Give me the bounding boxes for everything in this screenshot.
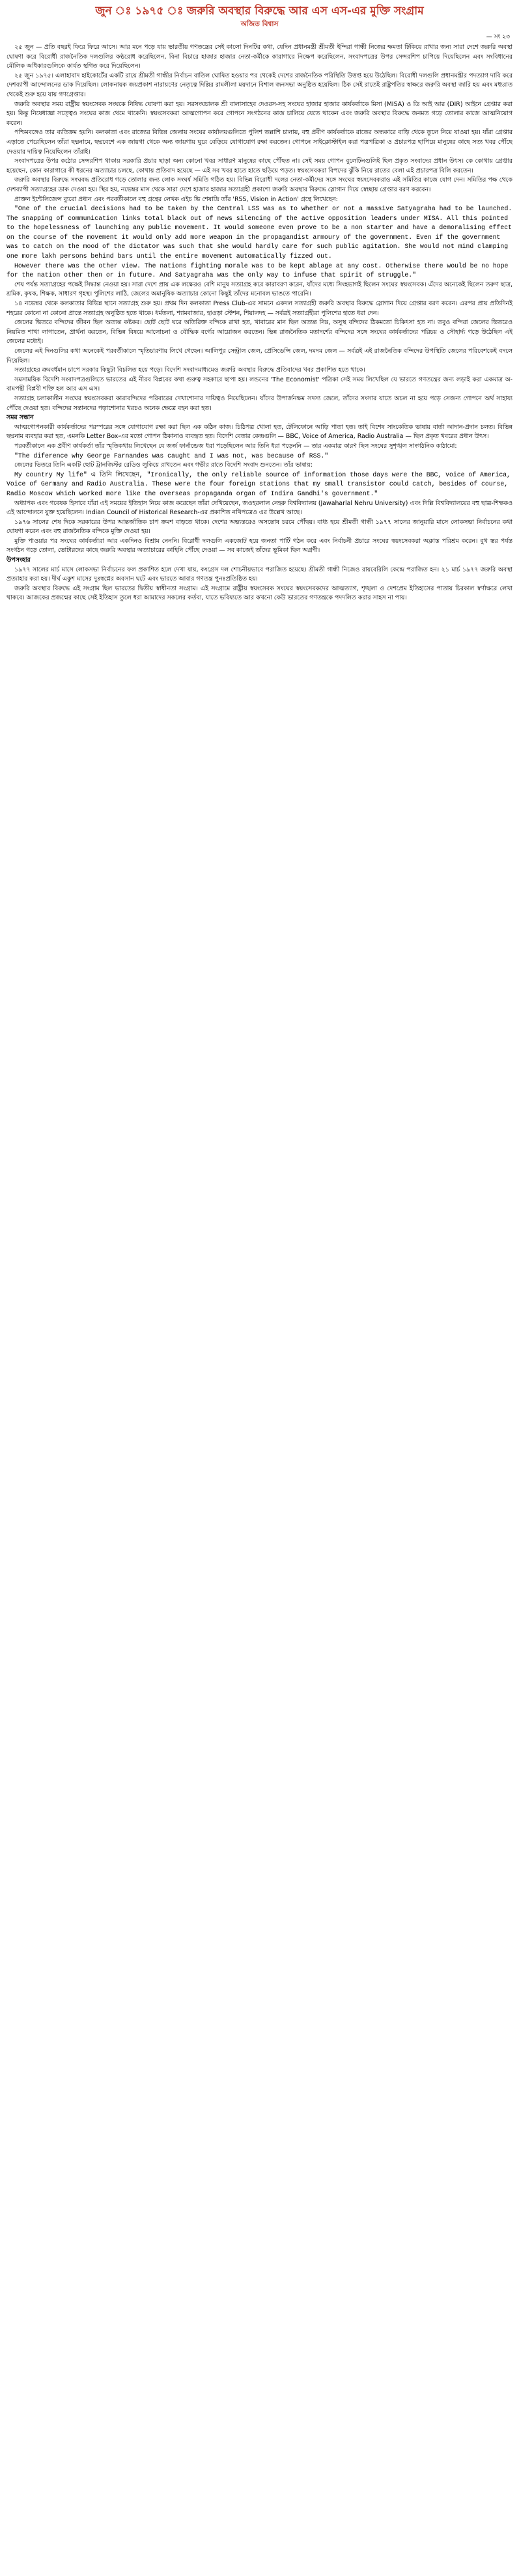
paragraph: জেলের এই দিনগুলির কথা অনেকেই পরবর্তীকালে স্মৃতিচারণায় লিখে গেছেন। আলিপুর সেন্ট্রাল জেল, প্রেসিডেন্সি জেল, দমদম জেল — সর্বত্রই এই রাজনৈতিক বন্দিদের উপস্থিতি জেলের পরিবেশকেই বদলে দিয়েছিল। <box>7 348 512 364</box>
paragraph: মুক্তি পাওয়ার পর সংঘের কার্যকর্তারা আর একদিনও বিশ্রাম নেননি। বিরোধী দলগুলি একজোট হয়ে জনতা পার্টি গঠন করে এবং নির্বাচনী প্রচারে সংঘের স্বয়ংসেবকরা অক্লান্ত পরিশ্রম করেন। বুথ স্তর পর্যন্ত সংগঠন গড়ে তোলা, ভোটারদের কাছে জরুরি অবস্থার অত্যাচারের কাহিনি পৌঁছে দেওয়া — সব কাজেই তাঁদের ভূমিকা ছিল অগ্রণী। <box>7 537 512 555</box>
paragraph: ২৫ জুন ১৯৭৫। এলাহাবাদ হাইকোর্টের একটি রায়ে শ্রীমতী গান্ধীর নির্বাচন বাতিল ঘোষিত হওয়ার পর থেকেই দেশের রাজনৈতিক পরিস্থিতি উত্তপ্ত হয়ে উঠেছিল। বিরোধী দলগুলি প্রধানমন্ত্রীর পদত্যাগ দাবি করে দেশব্যাপী আন্দোলনের ডাক দিয়েছিল। লোকনায়ক জয়প্রকাশ নারায়ণের নেতৃত্বে দিল্লির রামলীলা ময়দানে বিশাল জনসভা অনুষ্ঠিত হয়েছিল। ঠিক সেই রাতেই রাষ্ট্রপতির স্বাক্ষরে জরুরি অবস্থা জারি হয় এবং মধ্যরাত থেকেই শুরু হয়ে যায় গণগ্রেপ্তার। <box>7 72 512 98</box>
english-quote: "One of the crucial decisions had to be taken by the Central LSS was as to whether or not a massive Satyagraha had to be launched. The snapping of communication links total black out of news silencing of the active opposition leaders under MISA. All this pointed to the hopelessness of launching any public movement. It would someone even prove to be a non starter and have a demoralising effect on the course of the movement it would only add more weapon in the propagandist armoury of the government. Even if the government was to catch on the mood of the dictator was such that she would hardly care for such public agitation. She would not mind clamping one more lakh persons behind bars until the entire movement automatically fizzed out. <box>7 205 512 260</box>
paragraph: পশ্চিমবঙ্গেও তার ব্যতিক্রম হয়নি। কলকাতা এবং রাজ্যের বিভিন্ন জেলায় সংঘের কার্যালয়গুলিতে পুলিশ তল্লাশি চালায়, বহু প্রবীণ কার্যকর্তাকে রাতের অন্ধকারে বাড়ি থেকে তুলে নিয়ে যাওয়া হয়। যাঁরা গ্রেপ্তার এড়াতে পেরেছিলেন তাঁরা ছদ্মনামে, ছদ্মবেশে এক জায়গা থেকে অন্য জায়গায় ঘুরে বেড়িয়ে যোগাযোগ রক্ষা করতেন। গোপনে সাইক্লোস্টাইল করা পত্রপত্রিকা ও প্রচারপত্র ছাপিয়ে মানুষের কাছে সত্য খবর পৌঁছে দেওয়ার দায়িত্ব নিয়েছিলেন তাঁরাই। <box>7 129 512 156</box>
paragraph: প্রাক্তন ইন্টেলিজেন্স ব্যুরো প্রধান এবং পরবর্তীকালে বহু গ্রন্থের লেখক এইচ ভি শেষাদ্রি তাঁর 'RSS, Vision in Action' গ্রন্থে লিখেছেন: <box>14 195 338 203</box>
paragraph: জেলের ভিতরে বন্দিদের জীবন ছিল অত্যন্ত কষ্টকর। ছোট ছোট ঘরে অতিরিক্ত বন্দিকে রাখা হত, খাবারের মান ছিল অত্যন্ত নিম্ন, অসুস্থ বন্দিদের ঠিকমতো চিকিৎসা হত না। তবুও বন্দিরা জেলের ভিতরেও নিয়মিত শাখা লাগাতেন, প্রার্থনা করতেন, বিভিন্ন বিষয়ে আলোচনা ও বৌদ্ধিক বর্গের আয়োজন করতেন। ভিন্ন রাজনৈতিক মতাদর্শের বন্দিদের সঙ্গে সংঘের কার্যকর্তাদের পরিচয় ও সৌহার্দ্য গড়ে উঠেছিল এই জেলের মধ্যেই। <box>7 319 512 346</box>
paragraph: সংবাদপত্রের উপর কঠোর সেন্সরশিপ থাকায় সরকারি প্রচার ছাড়া অন্য কোনো খবর সাধারণ মানুষের কাছে পৌঁছত না। সেই সময় গোপন বুলেটিনগুলিই ছিল প্রকৃত সংবাদের প্রধান উৎস। কে কোথায় গ্রেপ্তার হয়েছেন, কোন কারাগারে কী ধরনের অত্যাচার চলছে, কোথায় প্রতিবাদ হয়েছে — এই সব খবর হাতে হাতে ছড়িয়ে পড়ত। স্বয়ংসেবকরা বিপদের ঝুঁকি নিয়ে রাতের বেলা এই প্রচারপত্র বিলি করতেন। <box>7 158 512 174</box>
paragraph: সত্যাগ্রহ চলাকালীন সংঘের স্বয়ংসেবকরা কারাবন্দিদের পরিবারের দেখাশোনার দায়িত্বও নিয়েছিলেন। যাঁদের উপার্জনক্ষম সদস্য জেলে, তাঁদের সংসার যাতে অচল না হয়ে পড়ে সেজন্য গোপনে অর্থ সাহায্য পৌঁছে দেওয়া হত। বন্দিদের সন্তানদের পড়াশোনার খরচও অনেক ক্ষেত্রে বহন করা হত। <box>7 394 512 412</box>
paragraph: সমসাময়িক বিদেশি সংবাদপত্রগুলিতে ভারতের এই নীরব বিপ্লবের কথা গুরুত্ব সহকারে ছাপা হয়। লন্ডনের 'The Economist' পত্রিকা সেই সময় লিখেছিল যে ভারতে গণতন্ত্রের জন্য লড়াই করা একমাত্র অ-বামপন্থী বিপ্লবী শক্তি হল আর এস এস। <box>7 376 512 393</box>
paragraph: শেষ পর্যন্ত সত্যাগ্রহের পক্ষেই সিদ্ধান্ত নেওয়া হয়। সারা দেশে প্রায় এক লক্ষেরও বেশি মানুষ সত্যাগ্রহ করে কারাবরণ করেন, যাঁদের মধ্যে সিংহভাগই ছিলেন সংঘের স্বয়ংসেবক। এঁদের অনেকেই ছিলেন তরুণ ছাত্র, শ্রমিক, কৃষক, শিক্ষক, সাধারণ গৃহস্থ। পুলিশের লাঠি, জেলের অমানুষিক অত্যাচার কোনো কিছুই তাঁদের মনোবল ভাঙতে পারেনি। <box>7 281 512 298</box>
paragraph: সত্যাগ্রহের ক্রমবর্ধমান চাপে সরকার কিছুটা বিচলিত হয়ে পড়ে। বিদেশি সংবাদমাধ্যমেও জরুরি অবস্থার বিরুদ্ধে প্রতিবাদের খবর প্রকাশিত হতে থাকে। <box>14 366 365 374</box>
paragraph: ১৯৭৬ সালের শেষ দিকে সরকারের উপর আন্তর্জাতিক চাপ ক্রমশ বাড়তে থাকে। দেশের অভ্যন্তরেও অসন্তোষ চরমে পৌঁছয়। বাধ্য হয়ে শ্রীমতী গান্ধী ১৯৭৭ সালের জানুয়ারি মাসে লোকসভা নির্বাচনের কথা ঘোষণা করেন এবং বহু রাজনৈতিক বন্দিকে মুক্তি দেওয়া হয়। <box>7 518 512 536</box>
paragraph: ১৯৭৭ সালের মার্চ মাসে লোকসভা নির্বাচনের ফল প্রকাশিত হলে দেখা যায়, কংগ্রেস দল শোচনীয়ভাবে পরাজিত হয়েছে। শ্রীমতী গান্ধী নিজেও রায়বেরিলি কেন্দ্রে পরাজিত হন। ২১ মার্চ ১৯৭৭ জরুরি অবস্থা প্রত্যাহার করা হয়। দীর্ঘ একুশ মাসের দুঃস্বপ্নের অবসান ঘটে এবং ভারতে আবার গণতন্ত্র পুনঃপ্রতিষ্ঠিত হয়। <box>7 566 512 583</box>
article-author: অজিত বিশ্বাস <box>240 20 279 28</box>
paragraph: জরুরি অবস্থার বিরুদ্ধে সংঘবদ্ধ প্রতিরোধ গড়ে তোলার জন্য লোক সংঘর্ষ সমিতি গঠিত হয়। বিভিন্ন বিরোধী দলের নেতা-কর্মীদের সঙ্গে সংঘের স্বয়ংসেবকরাও এই সমিতির কাজে যোগ দেন। সমিতির পক্ষ থেকে দেশব্যাপী সত্যাগ্রহের ডাক দেওয়া হয়। স্থির হয়, নভেম্বর মাস থেকে সারা দেশে হাজার হাজার সত্যাগ্রহী প্রকাশ্যে জরুরি অবস্থার বিরুদ্ধে স্লোগান দিয়ে স্বেচ্ছায় গ্রেপ্তার বরণ করবেন। <box>7 176 512 193</box>
paragraph: অধ্যাপক এবং গবেষক হিসাবে যাঁরা এই সময়ের ইতিহাস নিয়ে কাজ করেছেন তাঁরা দেখিয়েছেন, জওহরলাল নেহরু বিশ্ববিদ্যালয় (Jawaharlal Nehru University) এবং দিল্লি বিশ্ববিদ্যালয়ের বহু ছাত্র-শিক্ষকও এই আন্দোলনে যুক্ত হয়েছিলেন। Indian Council of Historical Research-এর প্রকাশিত নথিপত্রেও এর উল্লেখ আছে। <box>7 499 512 517</box>
paragraph: জরুরি অবস্থার সময় রাষ্ট্রীয় স্বয়ংসেবক সংঘকে নিষিদ্ধ ঘোষণা করা হয়। সরসংঘচালক শ্রী বালাসাহেব দেওরস-সহ সংঘের হাজার হাজার কার্যকর্তাকে মিসা (MISA) ও ডি আই আর (DIR) আইনে গ্রেপ্তার করা হয়। কিন্তু নিষেধাজ্ঞা সত্ত্বেও সংঘের কাজ থেমে থাকেনি। স্বয়ংসেবকরা আত্মগোপন করে গোপনে সংগঠনের কাজ চালিয়ে যেতে থাকেন এবং জরুরি অবস্থার বিরুদ্ধে জনমত গড়ে তোলার কাজে আত্মনিয়োগ করেন। <box>7 100 512 127</box>
article-body <box>7 43 512 603</box>
paragraph: জরুরি অবস্থার বিরুদ্ধে এই সংগ্রাম ছিল ভারতের দ্বিতীয় স্বাধীনতা সংগ্রাম। এই সংগ্রামে রাষ্ট্রীয় স্বয়ংসেবক সংঘের স্বয়ংসেবকদের আত্মত্যাগ, শৃঙ্খলা ও দেশপ্রেম ইতিহাসের পাতায় চিরকাল স্বর্ণাক্ষরে লেখা থাকবে। আজকের প্রজন্মের কাছে সেই ইতিহাস তুলে ধরা আমাদের সকলের কর্তব্য, যাতে ভবিষ্যতে আর কখনো কেউ ভারতের গণতন্ত্রকে পদদলিত করার সাহস না পায়। <box>7 584 512 602</box>
paragraph: জেলের ভিতরে তিনি একটি ছোট ট্রানজিস্টর রেডিও লুকিয়ে রাখতেন এবং গভীর রাতে বিদেশি সংবাদ শুনতেন। তাঁর ভাষায়: <box>14 461 313 469</box>
english-quote: My country My life" এ তিনি লিখেছেন, "Ironically, the only reliable source of information those days were the BBC, voice of America, Voice of Germany and Radio Australia. These were the four foreign stations that my small transistor could catch, besides of course, Radio Moscow which worked more like the overseas propaganda organ of Indira Gandhi's government." <box>7 471 511 497</box>
article-title: জুন ঃ ১৯৭৫ ঃ জরুরি অবস্থার বিরুদ্ধে আর এস এস-এর মুক্তি সংগ্রাম <box>95 5 424 18</box>
paragraph: পরবর্তীকালে এক প্রবীণ কার্যকর্তা তাঁর স্মৃতিকথায় লিখেছেন যে জর্জ ফার্নান্ডেজ ধরা পড়েছিলেন আর তিনি ধরা পড়েননি — তার একমাত্র কারণ ছিল সংঘের সুশৃঙ্খল সাংগঠনিক কাঠামো: <box>14 442 457 450</box>
article-separator: — সং ২৩ <box>486 34 510 40</box>
section-heading: সমর সন্ধান <box>7 414 34 422</box>
english-quote: However there was the other view. The nations fighting morale was to be kept ablage at any cost. Otherwise there would be no hope for the nation other then or in future. And Satyagraha was the only way to infuse that spirit of struggle." <box>7 262 509 279</box>
paragraph: ২৫ জুন — প্রতি বছরই ফিরে ফিরে আসে। আর মনে পড়ে যায় ভারতীয় গণতন্ত্রের সেই কালো দিনটির কথা, যেদিন প্রধানমন্ত্রী শ্রীমতী ইন্দিরা গান্ধী নিজের ক্ষমতা টিকিয়ে রাখার জন্য সারা দেশে জরুরি অবস্থা ঘোষণা করে বিরোধী রাজনৈতিক দলগুলির কণ্ঠরোধ করেছিলেন, বিনা বিচারে হাজার হাজার নেতা-কর্মীকে কারাগারে নিক্ষেপ করেছিলেন, সংবাদপত্রের উপর সেন্সরশিপ চাপিয়ে দিয়েছিলেন এবং সংবিধানের মৌলিক অধিকারগুলিকে কার্যত স্থগিত করে দিয়েছিলেন। <box>7 44 512 70</box>
english-quote: "The diference why George Farnandes was caught and I was not, was because of RSS." <box>14 452 329 459</box>
paragraph: ১৪ নভেম্বর থেকে কলকাতার বিভিন্ন স্থানে সত্যাগ্রহ শুরু হয়। প্রথম দিন কলকাতা Press Club-এর সামনে একদল সত্যাগ্রহী জরুরি অবস্থার বিরুদ্ধে স্লোগান দিয়ে গ্রেপ্তার বরণ করেন। এরপর প্রায় প্রতিদিনই শহরের কোনো না কোনো প্রান্তে সত্যাগ্রহ অনুষ্ঠিত হতে থাকে। ধর্মতলা, শ্যামবাজার, হাওড়া স্টেশন, শিয়ালদহ — সর্বত্রই সত্যাগ্রহীরা পুলিশের হাতে ধরা দেন। <box>7 300 512 317</box>
section-heading: উপসংহার <box>7 556 31 564</box>
paragraph: আত্মগোপনকারী কার্যকর্তাদের পরস্পরের সঙ্গে যোগাযোগ রক্ষা করা ছিল এক কঠিন কাজ। চিঠিপত্র খোলা হত, টেলিফোনে আড়ি পাতা হত। তাই বিশেষ সাংকেতিক ভাষায় বার্তা আদান-প্রদান চলত। বিভিন্ন ছদ্মনাম ব্যবহার করা হত, এমনকি Letter Box-এর মতো গোপন ঠিকানাও ব্যবহৃত হত। বিদেশি বেতার কেন্দ্রগুলি — BBC, Voice of America, Radio Australia — ছিল প্রকৃত খবরের প্রধান উৎস। <box>7 423 512 441</box>
